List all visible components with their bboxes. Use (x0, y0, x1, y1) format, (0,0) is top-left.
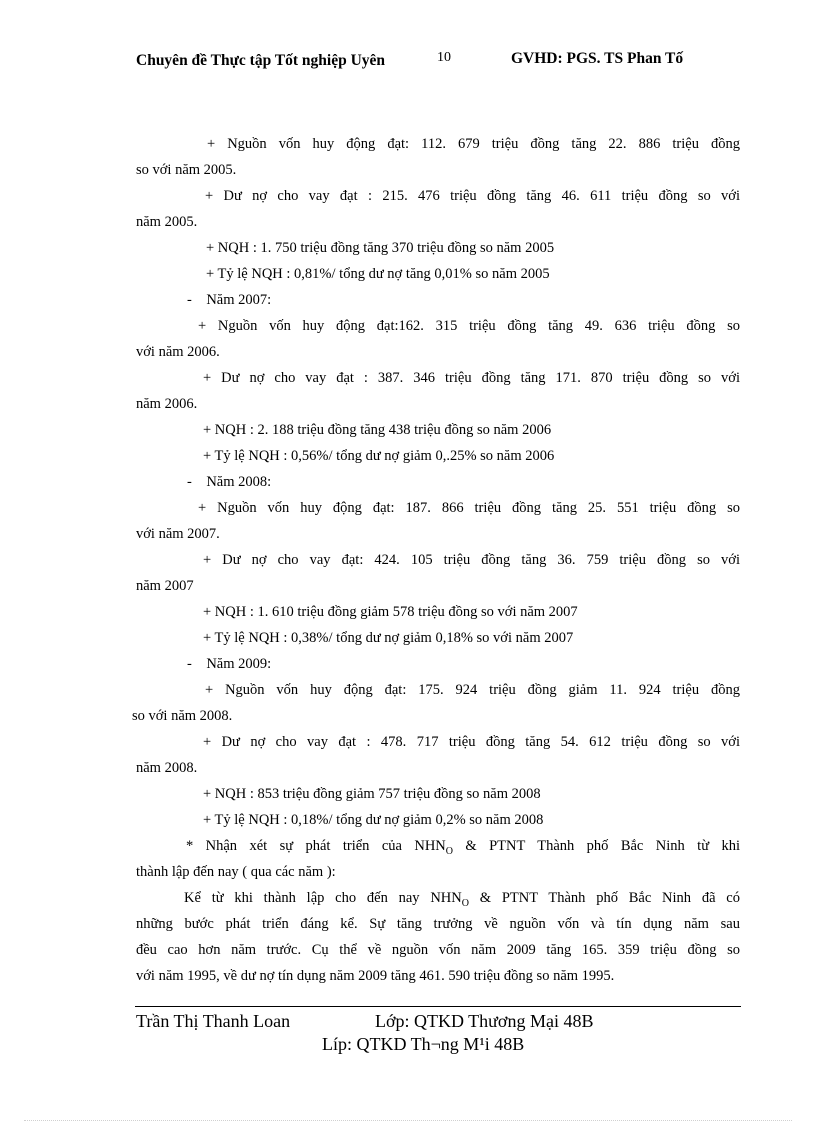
text-line: + NQH : 1. 610 triệu đồng giảm 578 triệu đồng so với năm 2007 (203, 604, 578, 620)
page-bottom-border (24, 1120, 792, 1121)
para-subscript: O (461, 898, 469, 909)
text-line: + Dư nợ cho vay đạt: 424. 105 triệu đồng tăng 36. 759 triệu đồng so với (203, 552, 740, 568)
year-heading: - Năm 2008: (187, 474, 272, 490)
text-line: + Tỷ lệ NQH : 0,81%/ tổng dư nợ tăng 0,01% so năm 2005 (206, 266, 550, 282)
text-line: + Dư nợ cho vay đạt : 387. 346 triệu đồng tăng 171. 870 triệu đồng so với (203, 370, 740, 386)
text-line: + NQH : 2. 188 triệu đồng tăng 438 triệu đồng so năm 2006 (203, 422, 552, 438)
text-line: năm 2005. (136, 214, 198, 230)
remark-text-b: & PTNT Thành phố Bắc Ninh từ khi (453, 838, 740, 854)
text-line: + Tỷ lệ NQH : 0,56%/ tổng dư nợ giảm 0,.25% so năm 2006 (203, 448, 555, 464)
document-body (132, 131, 740, 989)
remark-line (132, 833, 740, 859)
footer-author: Trần Thị Thanh Loan (136, 1011, 291, 1031)
text-line: với năm 2006. (136, 344, 220, 360)
text-line: năm 2008. (136, 760, 198, 776)
text-line: + Nguồn vốn huy động đạt: 187. 866 triệu đồng tăng 25. 551 triệu đồng so (198, 500, 740, 516)
footer-divider (135, 1006, 741, 1007)
paragraph-line: những bước phát triển đáng kể. Sự tăng trưởng về nguồn vốn và tín dụng năm sau (136, 916, 740, 932)
header-advisor: GVHD: PGS. TS Phan Tố (511, 50, 684, 67)
text-line: năm 2007 (136, 578, 194, 594)
text-line: + Dư nợ cho vay đạt : 215. 476 triệu đồng tăng 46. 611 triệu đồng so với (205, 188, 740, 204)
text-line: + Tỷ lệ NQH : 0,38%/ tổng dư nợ giảm 0,18% so với năm 2007 (203, 630, 574, 646)
year-heading: - Năm 2007: (187, 292, 272, 308)
para-text-a: Kể từ khi thành lập cho đến nay NHN (184, 890, 462, 906)
text-line: + Nguồn vốn huy động đạt: 175. 924 triệu đồng giảm 11. 924 triệu đồng (205, 682, 740, 698)
remark-text-a: * Nhận xét sự phát triển của NHN (186, 838, 446, 854)
text-line: + Nguồn vốn huy động đạt: 112. 679 triệu đồng tăng 22. 886 triệu đồng (207, 136, 740, 152)
text-line: so với năm 2005. (136, 162, 237, 178)
paragraph-line (132, 885, 740, 911)
page-number: 10 (437, 50, 451, 65)
text-line: với năm 2007. (136, 526, 220, 542)
text-line: + NQH : 853 triệu đồng giảm 757 triệu đồng so năm 2008 (203, 786, 541, 802)
paragraph-line: với năm 1995, về dư nợ tín dụng năm 2009 tăng 461. 590 triệu đồng so năm 1995. (136, 968, 615, 984)
footer-class: Lớp: QTKD Thương Mại 48B (375, 1011, 594, 1031)
year-heading: - Năm 2009: (187, 656, 272, 672)
header-title: Chuyên đề Thực tập Tốt nghiệp Uyên (136, 52, 386, 69)
para-text-b: & PTNT Thành phố Bắc Ninh đã có (469, 890, 740, 906)
remark-subscript: O (445, 846, 454, 857)
paragraph-line: đều cao hơn năm trước. Cụ thể về nguồn vốn năm 2009 tăng 165. 359 triệu đồng so (136, 942, 740, 958)
text-line: năm 2006. (136, 396, 198, 412)
text-line: + Tỷ lệ NQH : 0,18%/ tổng dư nợ giảm 0,2% so năm 2008 (203, 812, 544, 828)
text-line: + Nguồn vốn huy động đạt:162. 315 triệu đồng tăng 49. 636 triệu đồng so (198, 318, 740, 334)
text-line: + NQH : 1. 750 triệu đồng tăng 370 triệu đồng so năm 2005 (206, 240, 555, 256)
text-line: so với năm 2008. (132, 708, 233, 724)
text-line: + Dư nợ cho vay đạt : 478. 717 triệu đồng tăng 54. 612 triệu đồng so với (203, 734, 740, 750)
text-line: thành lập đến nay ( qua các năm ): (136, 864, 336, 880)
footer-class-garbled: Líp: QTKD Th¬ng M¹i 48B (322, 1034, 525, 1054)
